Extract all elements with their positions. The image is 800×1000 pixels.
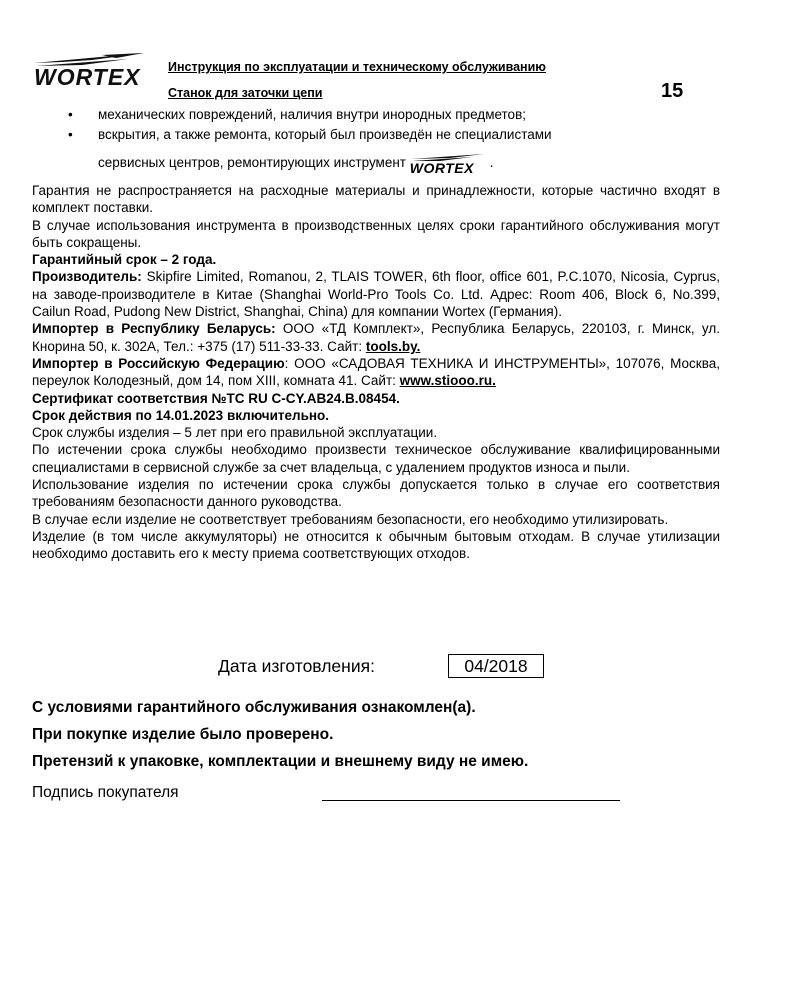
manufacturer-label: Производитель: (32, 269, 142, 285)
paragraph-usage: Использование изделия по истечении срока службы допускается только в случае его соответствия требованиям безопасности данного руководства. (32, 477, 720, 510)
agreement-line: Претензий к упаковке, комплектации и внешнему виду не имею. (32, 753, 529, 770)
service-life: Срок службы изделия – 5 лет при его правильной эксплуатации. (32, 425, 438, 441)
page-number: 15 (661, 80, 684, 102)
list-item (32, 126, 720, 143)
certificate-validity: Срок действия по 14.01.2023 включительно. (32, 407, 330, 423)
manufacturer-text: Skipfire Limited, Romanou, 2, TLAIS TOWER, 6th floor, office 601, P.C.1070, Nicosia, Cyprus, на заводе-производителе в Китае (Shanghai World-Pro Tools Co. Ltd. Адрес: Room 406, Block 6, No.399, Cailun Road, Pudong New District, Shanghai, China) для компании Wortex (Германия). (32, 269, 720, 320)
paragraph-consumables: Гарантия не распространяется на расходные материалы и принадлежности, которые частично входят в комплект поставки. (32, 183, 720, 216)
paragraph-dispose: В случае если изделие не соответствует требованиям безопасности, его необходимо утилизировать. (32, 511, 669, 527)
warranty-body (32, 182, 720, 563)
warranty-period: Гарантийный срок – 2 года. (32, 252, 217, 268)
bullet-text: механических повреждений, наличия внутри инородных предметов; (98, 107, 526, 122)
inline-logo-text: WORTEX (409, 160, 474, 177)
continuation-end: . (489, 155, 494, 170)
importer-ru-site-link[interactable]: www.stiooo.ru. (399, 373, 496, 389)
logo-text: WORTEX (34, 64, 141, 90)
importer-by-site-link[interactable]: tools.by. (365, 338, 421, 354)
importer-ru-paragraph (32, 355, 720, 390)
paragraph-waste: Изделие (в том числе аккумуляторы) не относится к обычным бытовым отходам. В случае утилизации необходимо доставить его к месту приема соответствующих отходов. (32, 528, 720, 562)
manufacture-date-value: 04/2018 (448, 654, 544, 678)
certificate: Сертификат соответствия №ТС RU C-CY.AB24.B.08454. (32, 390, 400, 406)
agreement-line: При покупке изделие было проверено. (32, 726, 334, 743)
bullet-icon: • (68, 107, 73, 122)
signature-label: Подпись покупателя (32, 784, 179, 801)
document-subtitle: Станок для заточки цепи (168, 86, 323, 100)
agreement-block (32, 694, 528, 775)
inline-wortex-logo (409, 153, 490, 177)
importer-by-label: Импортер в Республику Беларусь: (32, 321, 276, 337)
signature-line (322, 800, 620, 801)
wortex-logo (32, 50, 154, 98)
bullet-icon: • (68, 127, 73, 142)
importer-ru-label: Импортер в Российскую Федерацию (32, 355, 285, 371)
importer-by-paragraph (32, 320, 720, 355)
bullet-continuation (32, 151, 720, 175)
document-title: Инструкция по эксплуатации и техническому обслуживанию (168, 60, 546, 74)
continuation-text: сервисных центров, ремонтирующих инструмент (98, 155, 406, 170)
paragraph-maintenance: По истечении срока службы необходимо произвести техническое обслуживание квалифицированными специалистами в сервисной службе за счет владельца, с удалением продуктов износа и пыли. (32, 442, 720, 475)
bullet-list (32, 106, 720, 175)
importer-by-text: ООО «ТД Комплект», Республика Беларусь, 220103, г. Минск, ул. Кнорина 50, к. 302А, Тел.: +375 (17) 511-33-33. Сайт: (32, 321, 720, 354)
list-item (32, 106, 720, 123)
bullet-text: вскрытия, а также ремонта, который был произведён не специалистами (98, 127, 552, 142)
agreement-line: С условиями гарантийного обслуживания ознакомлен(а). (32, 699, 476, 716)
paragraph-industrial-use: В случае использования инструмента в производственных целях сроки гарантийного обслуживания могут быть сокращены. (32, 217, 720, 250)
importer-ru-text: : ООО «САДОВАЯ ТЕХНИКА И ИНСТРУМЕНТЫ», 107076, Москва, переулок Колодезный, дом 14, пом XIII, комната 41. Сайт: (32, 355, 720, 389)
manufacturer-paragraph (32, 268, 720, 320)
manufacture-date-label: Дата изготовления: (218, 656, 375, 676)
